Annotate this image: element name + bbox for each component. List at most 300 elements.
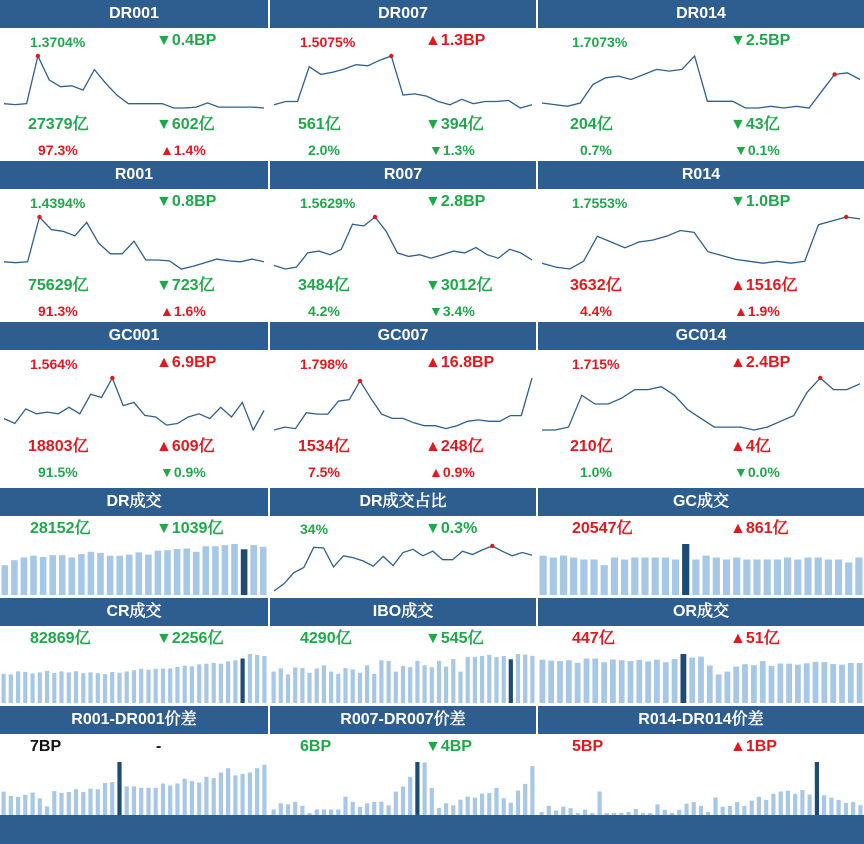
- bar: [473, 798, 477, 815]
- bar: [372, 802, 376, 815]
- share-change: ▲1.4%: [160, 142, 206, 158]
- bar: [262, 656, 266, 703]
- bar: [69, 557, 76, 595]
- bar: [815, 762, 819, 815]
- bar: [9, 796, 13, 815]
- bar: [707, 666, 713, 703]
- bar: [743, 560, 750, 596]
- series-line: [542, 378, 860, 430]
- bar: [502, 798, 506, 815]
- panel-dr014: [538, 0, 864, 158]
- volume-change: ▼43亿: [730, 116, 780, 133]
- bar: [212, 778, 216, 815]
- bar: [610, 660, 616, 704]
- headline-value: 5BP: [572, 738, 604, 755]
- bar: [255, 655, 259, 703]
- rate-value: 1.4394%: [30, 195, 86, 211]
- bar: [146, 670, 150, 703]
- rate-change: ▲1.3BP: [425, 32, 486, 49]
- bar: [21, 557, 28, 595]
- bar: [387, 805, 391, 815]
- bar: [795, 665, 801, 703]
- headline-value: 447亿: [572, 630, 615, 647]
- bar: [663, 662, 669, 703]
- bar: [248, 654, 252, 703]
- bar: [286, 674, 290, 703]
- panel-gc014: [538, 322, 864, 485]
- bar: [250, 545, 257, 595]
- bar: [204, 777, 208, 815]
- bar: [117, 762, 121, 815]
- bar: [110, 672, 114, 703]
- chart-r007: [270, 211, 536, 273]
- bar: [103, 674, 107, 703]
- headline-change: ▲1BP: [730, 738, 777, 755]
- bar: [548, 661, 554, 703]
- chart-dr007: [270, 50, 536, 112]
- series-line: [4, 217, 264, 269]
- volume-value: 27379亿: [28, 116, 89, 133]
- headline-value: 82869亿: [30, 630, 91, 647]
- panel-title: GC007: [270, 322, 536, 350]
- series-line: [542, 217, 860, 269]
- bar: [315, 668, 319, 703]
- bar: [11, 560, 18, 595]
- bar: [561, 807, 565, 815]
- peak-marker: [389, 54, 393, 58]
- bar: [204, 664, 208, 703]
- bar: [300, 806, 304, 815]
- share-value: 91.5%: [38, 464, 78, 480]
- volume-value: 3632亿: [570, 277, 622, 294]
- bar: [97, 553, 104, 595]
- bar: [67, 672, 71, 703]
- bar: [293, 802, 297, 815]
- volume-value: 3484亿: [298, 277, 350, 294]
- bar: [358, 807, 362, 815]
- bar: [307, 673, 311, 703]
- bar: [387, 661, 391, 703]
- bar: [601, 565, 608, 595]
- share-value: 4.2%: [308, 303, 340, 319]
- chart-or_volume: [538, 650, 864, 703]
- volume-value: 18803亿: [28, 438, 89, 455]
- bar: [379, 660, 383, 703]
- bar: [523, 655, 527, 703]
- bar: [45, 806, 49, 815]
- bar: [458, 672, 462, 703]
- panel-title: DR007: [270, 0, 536, 28]
- rate-value: 1.3704%: [30, 34, 86, 50]
- bar: [855, 558, 862, 596]
- chart-gc007: [270, 372, 536, 434]
- bar: [845, 562, 852, 595]
- volume-change: ▲4亿: [730, 438, 771, 455]
- bar: [502, 656, 506, 703]
- bar: [540, 556, 547, 595]
- bar: [621, 560, 628, 596]
- peak-marker: [832, 72, 836, 76]
- bar: [698, 657, 704, 703]
- panel-title: DR成交占比: [270, 488, 536, 516]
- bar: [351, 669, 355, 703]
- headline-change: ▲51亿: [730, 630, 780, 647]
- bar: [351, 802, 355, 815]
- bar: [682, 544, 689, 595]
- bar: [784, 558, 791, 596]
- panel-title: R001: [0, 161, 268, 189]
- bar: [430, 788, 434, 815]
- bar: [590, 560, 597, 596]
- bar: [255, 768, 259, 815]
- bar: [336, 674, 340, 703]
- headline-change: -: [156, 738, 162, 755]
- bar: [689, 658, 695, 703]
- bar: [40, 557, 47, 595]
- bar: [751, 665, 757, 703]
- bar: [728, 806, 732, 815]
- chart-dr001: [0, 50, 268, 112]
- bar: [126, 555, 133, 595]
- bar: [757, 797, 761, 815]
- bar: [681, 654, 687, 703]
- bar: [760, 661, 766, 703]
- series-line: [4, 56, 264, 108]
- chart-cr_volume: [0, 650, 268, 703]
- bar: [139, 669, 143, 703]
- bar: [458, 800, 462, 815]
- rate-change: ▲2.4BP: [730, 354, 791, 371]
- bar: [550, 558, 557, 596]
- bar: [107, 556, 114, 595]
- volume-value: 204亿: [570, 116, 613, 133]
- panel-r001_dr001_spread: [0, 706, 268, 815]
- rate-change: ▲6.9BP: [156, 354, 217, 371]
- panel-dr_volume: [0, 488, 268, 595]
- panel-dr007: [270, 0, 536, 158]
- bar: [293, 668, 297, 704]
- bar: [851, 802, 855, 815]
- panel-gc001: [0, 322, 268, 485]
- bar: [241, 774, 245, 815]
- bar: [735, 802, 739, 815]
- volume-change: ▲1516亿: [730, 277, 798, 294]
- bar: [23, 795, 27, 815]
- bar: [226, 661, 230, 703]
- bar: [516, 654, 520, 703]
- bar: [145, 555, 152, 595]
- bar: [569, 808, 573, 815]
- bar: [557, 661, 563, 703]
- bar: [16, 797, 20, 815]
- bar: [74, 789, 78, 815]
- rate-change: ▼2.5BP: [730, 32, 791, 49]
- bar: [155, 551, 162, 595]
- bar: [733, 558, 740, 596]
- share-value: 0.7%: [580, 142, 612, 158]
- bar: [699, 806, 703, 815]
- bar: [444, 803, 448, 815]
- bar: [713, 798, 717, 815]
- share-change: ▼3.4%: [429, 303, 475, 319]
- volume-change: ▲248亿: [425, 438, 484, 455]
- rate-value: 1.5629%: [300, 195, 356, 211]
- share-value: 91.3%: [38, 303, 78, 319]
- bar: [742, 806, 746, 815]
- panel-title: DR成交: [0, 488, 268, 516]
- bar: [78, 554, 85, 595]
- bar: [212, 546, 219, 595]
- bar: [31, 793, 35, 815]
- bar: [401, 787, 405, 816]
- bar: [365, 665, 369, 703]
- headline-change: ▼545亿: [425, 630, 484, 647]
- volume-change: ▼602亿: [156, 116, 215, 133]
- peak-marker: [358, 379, 362, 383]
- bar: [800, 790, 804, 815]
- bar: [116, 556, 123, 595]
- panel-title: CR成交: [0, 598, 268, 626]
- headline-change: ▼1039亿: [156, 520, 224, 537]
- bar: [190, 781, 194, 815]
- panel-title: OR成交: [538, 598, 864, 626]
- bar: [611, 558, 618, 596]
- chart-ibo_volume: [270, 650, 536, 703]
- bar: [59, 793, 63, 815]
- bar: [88, 552, 95, 595]
- bar: [394, 672, 398, 703]
- volume-change: ▼3012亿: [425, 277, 493, 294]
- bar: [750, 801, 754, 815]
- bar: [183, 779, 187, 815]
- bar: [858, 805, 862, 815]
- panel-title: GC成交: [538, 488, 864, 516]
- bar: [175, 667, 179, 703]
- bar: [59, 671, 63, 703]
- bar: [103, 783, 107, 815]
- panel-r001: [0, 161, 268, 319]
- bar: [598, 792, 602, 816]
- bar: [300, 668, 304, 703]
- bar: [777, 664, 783, 704]
- share-change: ▼0.1%: [734, 142, 780, 158]
- rate-value: 1.5075%: [300, 34, 356, 50]
- bar: [560, 556, 567, 595]
- bar: [764, 800, 768, 815]
- bar: [168, 785, 172, 815]
- headline-change: ▼0.3%: [425, 520, 478, 537]
- panel-or_volume: [538, 598, 864, 703]
- bar: [466, 657, 470, 703]
- bar: [672, 560, 679, 596]
- bar: [226, 768, 230, 815]
- panel-dr_share: [270, 488, 536, 595]
- chart-gc_volume: [538, 540, 864, 595]
- bar: [125, 786, 129, 815]
- bar: [848, 663, 854, 703]
- bar: [652, 558, 659, 596]
- bar: [81, 792, 85, 815]
- bar: [222, 545, 229, 595]
- chart-gc001: [0, 372, 268, 434]
- footer-bar: [0, 815, 864, 844]
- chart-r014: [538, 211, 864, 273]
- panel-r014: [538, 161, 864, 319]
- bar: [547, 806, 551, 815]
- peak-marker: [844, 215, 848, 219]
- bar: [110, 782, 114, 815]
- bar: [175, 784, 179, 816]
- panel-r014_dr014_spread: [538, 706, 864, 815]
- panel-dr001: [0, 0, 268, 158]
- bar: [262, 765, 266, 815]
- panel-ibo_volume: [270, 598, 536, 703]
- share-value: 4.4%: [580, 303, 612, 319]
- share-change: ▲1.6%: [160, 303, 206, 319]
- bar: [139, 788, 143, 815]
- bar: [753, 560, 760, 596]
- panel-gc_volume: [538, 488, 864, 595]
- panel-title: DR014: [538, 0, 864, 28]
- bar: [343, 668, 347, 703]
- bar: [30, 556, 37, 595]
- bar: [38, 798, 42, 815]
- bar: [654, 660, 660, 703]
- bar: [774, 560, 781, 596]
- bar: [523, 784, 527, 815]
- bar: [716, 674, 722, 703]
- bar: [59, 555, 66, 595]
- panel-title: GC001: [0, 322, 268, 350]
- bar: [23, 672, 27, 703]
- bar: [423, 665, 427, 703]
- bar: [619, 660, 625, 703]
- headline-change: ▼4BP: [425, 738, 472, 755]
- bar: [52, 673, 56, 703]
- bar: [88, 789, 92, 815]
- share-value: 2.0%: [308, 142, 340, 158]
- bar: [248, 773, 252, 816]
- bar: [372, 674, 376, 703]
- bar: [601, 662, 607, 703]
- bar: [839, 665, 845, 703]
- bar: [570, 558, 577, 596]
- bar: [161, 784, 165, 816]
- panel-cr_volume: [0, 598, 268, 703]
- bar: [74, 671, 78, 703]
- bar: [703, 556, 710, 595]
- series-line: [274, 56, 532, 108]
- bar: [408, 777, 412, 815]
- bar: [575, 663, 581, 703]
- bar: [190, 666, 194, 703]
- bar: [857, 663, 863, 703]
- bar: [641, 558, 648, 596]
- chart-gc014: [538, 372, 864, 434]
- bar: [509, 803, 513, 815]
- bar: [494, 788, 498, 815]
- bar: [808, 795, 812, 815]
- bar: [408, 667, 412, 703]
- volume-value: 561亿: [298, 116, 341, 133]
- bar: [31, 673, 35, 703]
- bar: [49, 555, 56, 595]
- bar: [692, 560, 699, 596]
- bar: [631, 558, 638, 596]
- bar: [825, 560, 832, 596]
- bar: [779, 792, 783, 816]
- bar: [764, 560, 771, 596]
- bar: [793, 794, 797, 815]
- bar: [394, 792, 398, 815]
- bar: [837, 800, 841, 815]
- bar: [88, 672, 92, 703]
- headline-value: 20547亿: [572, 520, 633, 537]
- bar: [692, 802, 696, 815]
- bar: [96, 789, 100, 815]
- bar: [2, 792, 6, 815]
- bar: [480, 794, 484, 815]
- bar: [437, 661, 441, 703]
- bar: [786, 664, 792, 703]
- panel-r007: [270, 161, 536, 319]
- rate-value: 1.798%: [300, 356, 348, 372]
- series-line: [274, 217, 532, 269]
- panel-title: DR001: [0, 0, 268, 28]
- chart-r001: [0, 211, 268, 273]
- rate-change: ▼1.0BP: [730, 193, 791, 210]
- bar: [540, 660, 546, 703]
- bar: [193, 552, 200, 595]
- panel-title: R014-DR014价差: [538, 706, 864, 734]
- bar: [822, 795, 826, 815]
- bar: [231, 544, 238, 595]
- volume-value: 75629亿: [28, 277, 89, 294]
- bar: [174, 549, 181, 595]
- bar: [723, 560, 730, 596]
- bar: [286, 804, 290, 815]
- bar: [844, 803, 848, 815]
- bar: [794, 560, 801, 596]
- bar: [829, 798, 833, 815]
- bar: [725, 672, 731, 703]
- bar: [401, 666, 405, 703]
- share-change: ▼0.0%: [734, 464, 780, 480]
- bar: [655, 804, 659, 815]
- bar: [628, 661, 634, 703]
- chart-r014_dr014_spread: [538, 758, 864, 815]
- share-change: ▼1.3%: [429, 142, 475, 158]
- bar: [241, 659, 245, 704]
- panel-title: GC014: [538, 322, 864, 350]
- bar: [769, 666, 775, 703]
- bar: [713, 558, 720, 596]
- bar: [164, 550, 171, 595]
- bar: [219, 773, 223, 816]
- rate-value: 1.7553%: [572, 195, 628, 211]
- panel-title: R001-DR001价差: [0, 706, 268, 734]
- bar: [154, 669, 158, 703]
- bar: [16, 671, 20, 703]
- bar: [415, 661, 419, 703]
- bar: [473, 657, 477, 703]
- bar: [322, 665, 326, 703]
- bar: [636, 660, 642, 703]
- peak-marker: [37, 215, 41, 219]
- bar: [786, 791, 790, 815]
- bar: [580, 560, 587, 596]
- bar: [203, 546, 210, 595]
